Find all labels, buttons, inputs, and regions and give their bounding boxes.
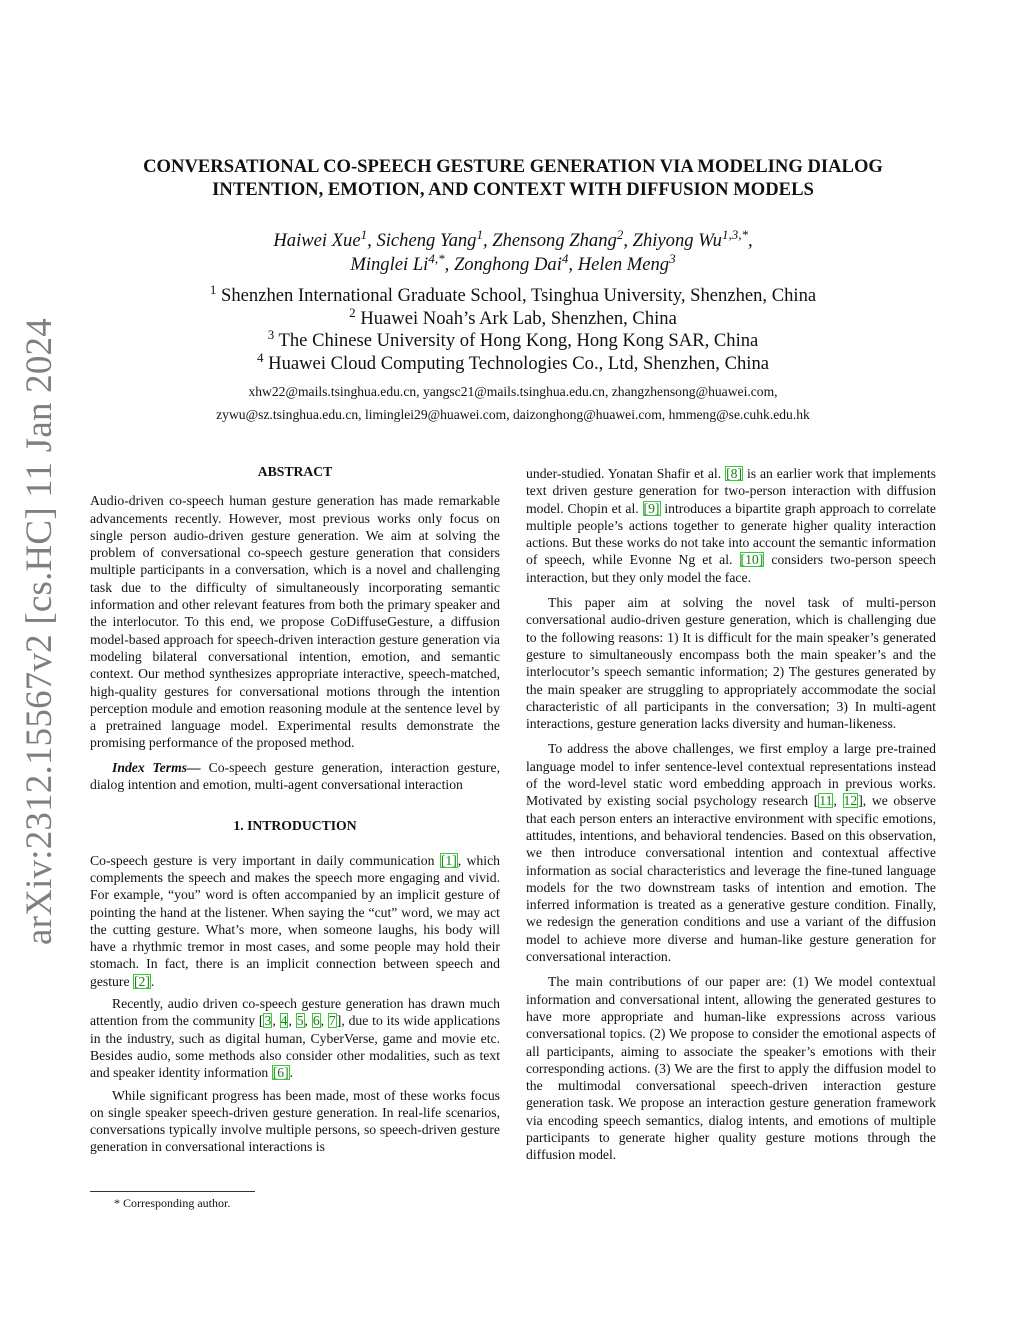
- citation-link[interactable]: 4: [280, 1013, 288, 1029]
- citation-link[interactable]: [6]: [272, 1065, 289, 1081]
- title-line-2: INTENTION, EMOTION, AND CONTEXT WITH DIFFUSION MODELS: [212, 179, 814, 200]
- affiliation-text: Shenzhen International Graduate School, Tsinghua University, Shenzhen, China: [221, 285, 817, 306]
- author-name: Sicheng Yang: [376, 230, 477, 251]
- paper-title: [90, 155, 936, 201]
- author-affil-mark: 2: [616, 226, 624, 242]
- email-line-1: xhw22@mails.tsinghua.edu.cn, yangsc21@mails.tsinghua.edu.cn, zhangzhensong@huawei.com,: [248, 384, 778, 399]
- citation-link[interactable]: [9]: [643, 500, 660, 516]
- author-affil-mark: 4,*: [428, 250, 445, 266]
- text-run: ], due to its wide applications in the industry, such as digital human, CyberVerse, game and movie etc. Besides audio, some methods also consider other modalities, such as text and speaker identity information: [90, 1013, 501, 1081]
- left-column: [90, 463, 500, 1156]
- author-affil-mark: 4: [561, 250, 569, 266]
- affiliation-number: 1: [209, 281, 217, 297]
- author-name: Zonghong Dai: [453, 254, 562, 275]
- author-affil-mark: 3: [669, 250, 676, 266]
- footnote-divider: [90, 1191, 255, 1192]
- abstract-text: Audio-driven co-speech human gesture generation has made remarkable advancements recently. However, most previous works only focus on single person audio-driven gesture generation. We aim at solving the problem of conversational co-speech gesture generation that considers multiple participants in a conversation, which is a novel and challenging task due to the difficulty of simultaneously incorporating semantic information and other relevant features from both the primary speaker and the interlocutor. To this end, we propose CoDiffuseGesture, a diffusion model-based approach for speech-driven interaction gesture generation via modeling bilateral conversational intention, emotion, and semantic context. Our method synthesizes appropriate interactive, speech-matched, high-quality gestures for conversational motions through the intention perception module and emotion reasoning module at the sentence level by a pretrained language model. Experimental results demonstrate the promising performance of the proposed method.: [90, 493, 500, 751]
- author-name: Zhensong Zhang: [492, 230, 617, 251]
- affiliation-number: 2: [349, 304, 356, 320]
- affiliation-text: Huawei Noah’s Ark Lab, Shenzhen, China: [360, 307, 677, 329]
- citation-link[interactable]: 11: [819, 793, 833, 809]
- affiliation-number: 3: [267, 326, 275, 342]
- text-run: ], we observe that each person enters an interactive environment with specific emotions, attitudes, intentions, and behavioral tendencies. Based on this observation, we then introduce conversational intention and contextual affective information as social characteristics and leverage the fine-tuned language models for the two downstream tasks of intention and emotion. The inferred information is treated as a generative gesture condition. Finally, we redesign the generation conditions and use a variant of the diffusion model to achieve more diverse and human-like gesture generation for conversational interaction.: [526, 793, 936, 965]
- introduction-heading: 1. INTRODUCTION: [233, 818, 357, 834]
- intro-paragraph-7: The main contributions of our paper are: (1) We model contextual information and conversational intent, allowing the generated gestures to have more appropriate and human-like expressions across various conversational topics. (2) We propose to consider the emotional aspects of all participants, aiming to associate the speaker’s emotions with their corresponding actions. (3) We are the first to apply the diffusion model to the multimodal conversational speech-driven interaction gesture generation task. We propose an interaction gesture generation framework via encoding speech semantics, dialog intents, and emotions of multiple participants to generate higher quality gesture motions through the diffusion model.: [526, 974, 936, 1163]
- affiliation-text: The Chinese University of Hong Kong, Hong Kong SAR, China: [278, 330, 759, 351]
- text-run: under-studied. Yonatan Shafir et al.: [526, 466, 726, 481]
- citation-link[interactable]: 3: [264, 1013, 272, 1029]
- index-terms-label: Index Terms—: [112, 759, 201, 775]
- citation-link[interactable]: 12: [843, 793, 858, 809]
- citation-link[interactable]: 7: [328, 1013, 336, 1029]
- text-run: .: [150, 973, 155, 989]
- author-name: Zhiyong Wu: [632, 230, 722, 251]
- index-terms-text: Co-speech gesture generation, interaction gesture, dialog intention and emotion, multi-agent conversational interaction: [90, 759, 500, 793]
- text-run: is an earlier work that implements text driven gesture generation for two-person interaction with diffusion model. Chopin et al.: [526, 466, 936, 516]
- intro-paragraph-5: This paper aim at solving the novel task of multi-person conversational audio-driven gesture generation, which is challenging due to the following reasons: 1) It is difficult for the main speaker’s generated gesture to simultaneously encompass both the main speaker’s and the interlocutor’s speech semantic information; 2) The gestures generated by the main speaker are struggling to appropriately accommodate the social characteristic of all participants in the conversation; 3) In multi-agent interactions, gesture generation lacks diversity and human-likeness.: [526, 595, 936, 732]
- author-affil-mark: 1,3,*: [721, 226, 748, 242]
- citation-link[interactable]: [10]: [740, 552, 764, 568]
- text-run: .: [289, 1065, 294, 1081]
- author-line-2: Minglei $Li^{4,*}$, Zonghong Dai$^4$, Helen Meng$^3$: [350, 250, 676, 275]
- affiliation-number: 4: [256, 349, 264, 365]
- index-terms: [90, 759, 500, 794]
- citation-link[interactable]: 5: [296, 1013, 304, 1029]
- author-name: Minglei Li: [350, 254, 429, 275]
- text-run: Recently, audio driven co-speech gesture generation has drawn much attention from the community [: [90, 996, 500, 1029]
- text-run: Co-speech gesture is very important in daily communication: [90, 852, 440, 868]
- author-line-1: Haiwei Xue$^1$, Sicheng Yang$^1$, Zhensong Zhang$^2$, Zhiyong $Wu^{1,3,*}$,: [273, 226, 753, 251]
- text-run: , which complements the speech and makes the speech more engaging and vivid. For example, “you” word is often accompanied by an implicit gesture of pointing the hand at the listener. When saying the “cut” word, we may act the cutting gesture. What’s more, when someone laughs, his body will have a rhythmic tremor in most cases, and some people may hold their stomach. In fact, there is an implicit connection between speech and gesture: [90, 852, 500, 989]
- intro-paragraph-3: While significant progress has been made, most of these works focus on single speaker speech-driven gesture generation. In real-life scenarios, conversations typically involve multiple persons, so speech-driven gesture generation in conversational interactions is: [90, 1087, 500, 1155]
- affiliation-item: [90, 281, 936, 308]
- author-list: [90, 226, 936, 277]
- intro-paragraph-6: To address the above challenges, we first employ a large pre-trained language model to infer sentence-level contextual representations instead of the word-level static word embedding approach in previous works. Motivated by existing social psychology research [11, 12], we observe that each person enters an interactive environment with specific emotions, attitudes, intentions, and behavioral tendencies. Based on this observation, we then introduce conversational intention and contextual affective information as social characteristics and leverage the fine-tuned language models for the two downstream tasks of intention and emotion. The inferred information is treated as a generative gesture condition. Finally, we redesign the generation conditions and use a variant of the diffusion model to achieve more diverse and human-like gesture generation for conversational interaction.: [526, 741, 936, 965]
- affiliation-text: Huawei Cloud Computing Technologies Co., Ltd, Shenzhen, China: [268, 352, 770, 374]
- footnote: * Corresponding author.: [114, 1196, 231, 1210]
- text-run: To address the above challenges, we first employ a large pre-trained language model to infer sentence-level contextual representations instead of the word-level static word embedding approach in previous works. Motivated by existing social psychology research [: [526, 741, 936, 809]
- affiliation-item: [90, 304, 936, 331]
- intro-paragraph-2: Recently, audio driven co-speech gesture generation has drawn much attention from the community [3, 4, 5, 6, 7], due to its wide applications in the industry, such as digital human, CyberVerse, game and movie etc. Besides audio, some methods also consider other modalities, such as text and speaker identity information [6].: [90, 996, 501, 1081]
- abstract-heading: ABSTRACT: [257, 464, 333, 479]
- citation-link[interactable]: [1]: [440, 852, 457, 868]
- author-affil-mark: 1: [360, 226, 368, 242]
- author-affil-mark: 1: [476, 226, 483, 242]
- author-name: Helen Meng: [577, 254, 670, 275]
- text-run: introduces a bipartite graph approach to correlate multiple people’s actions together to generate higher quality interaction actions. But these works do not take into account the semantic information of speech, while Evonne Ng et al.: [526, 500, 936, 568]
- citation-link[interactable]: [8]: [726, 466, 743, 481]
- intro-paragraph-1: [90, 852, 500, 990]
- affiliation-item: [90, 349, 936, 376]
- email-list: [90, 380, 936, 426]
- right-column: [526, 465, 936, 1164]
- intro-paragraph-4: [526, 465, 936, 586]
- affiliation-item: [90, 326, 936, 353]
- title-line-1: CONVERSATIONAL CO-SPEECH GESTURE GENERATION VIA MODELING DIALOG: [143, 156, 883, 177]
- arxiv-identifier: arXiv:2312.15567v2 [cs.HC] 11 Jan 2024: [19, 318, 60, 945]
- citation-link[interactable]: [2]: [133, 973, 150, 989]
- email-line-2: zywu@sz.tsinghua.edu.cn, liminglei29@huawei.com, daizonghong@huawei.com, hmmeng@se.cuhk.edu.hk: [216, 407, 810, 422]
- text-run: considers two-person speech interaction, but they only model the face.: [526, 552, 936, 585]
- author-name: Haiwei Xue: [273, 230, 361, 251]
- citation-link[interactable]: 6: [312, 1013, 320, 1029]
- affiliation-list: [90, 281, 936, 375]
